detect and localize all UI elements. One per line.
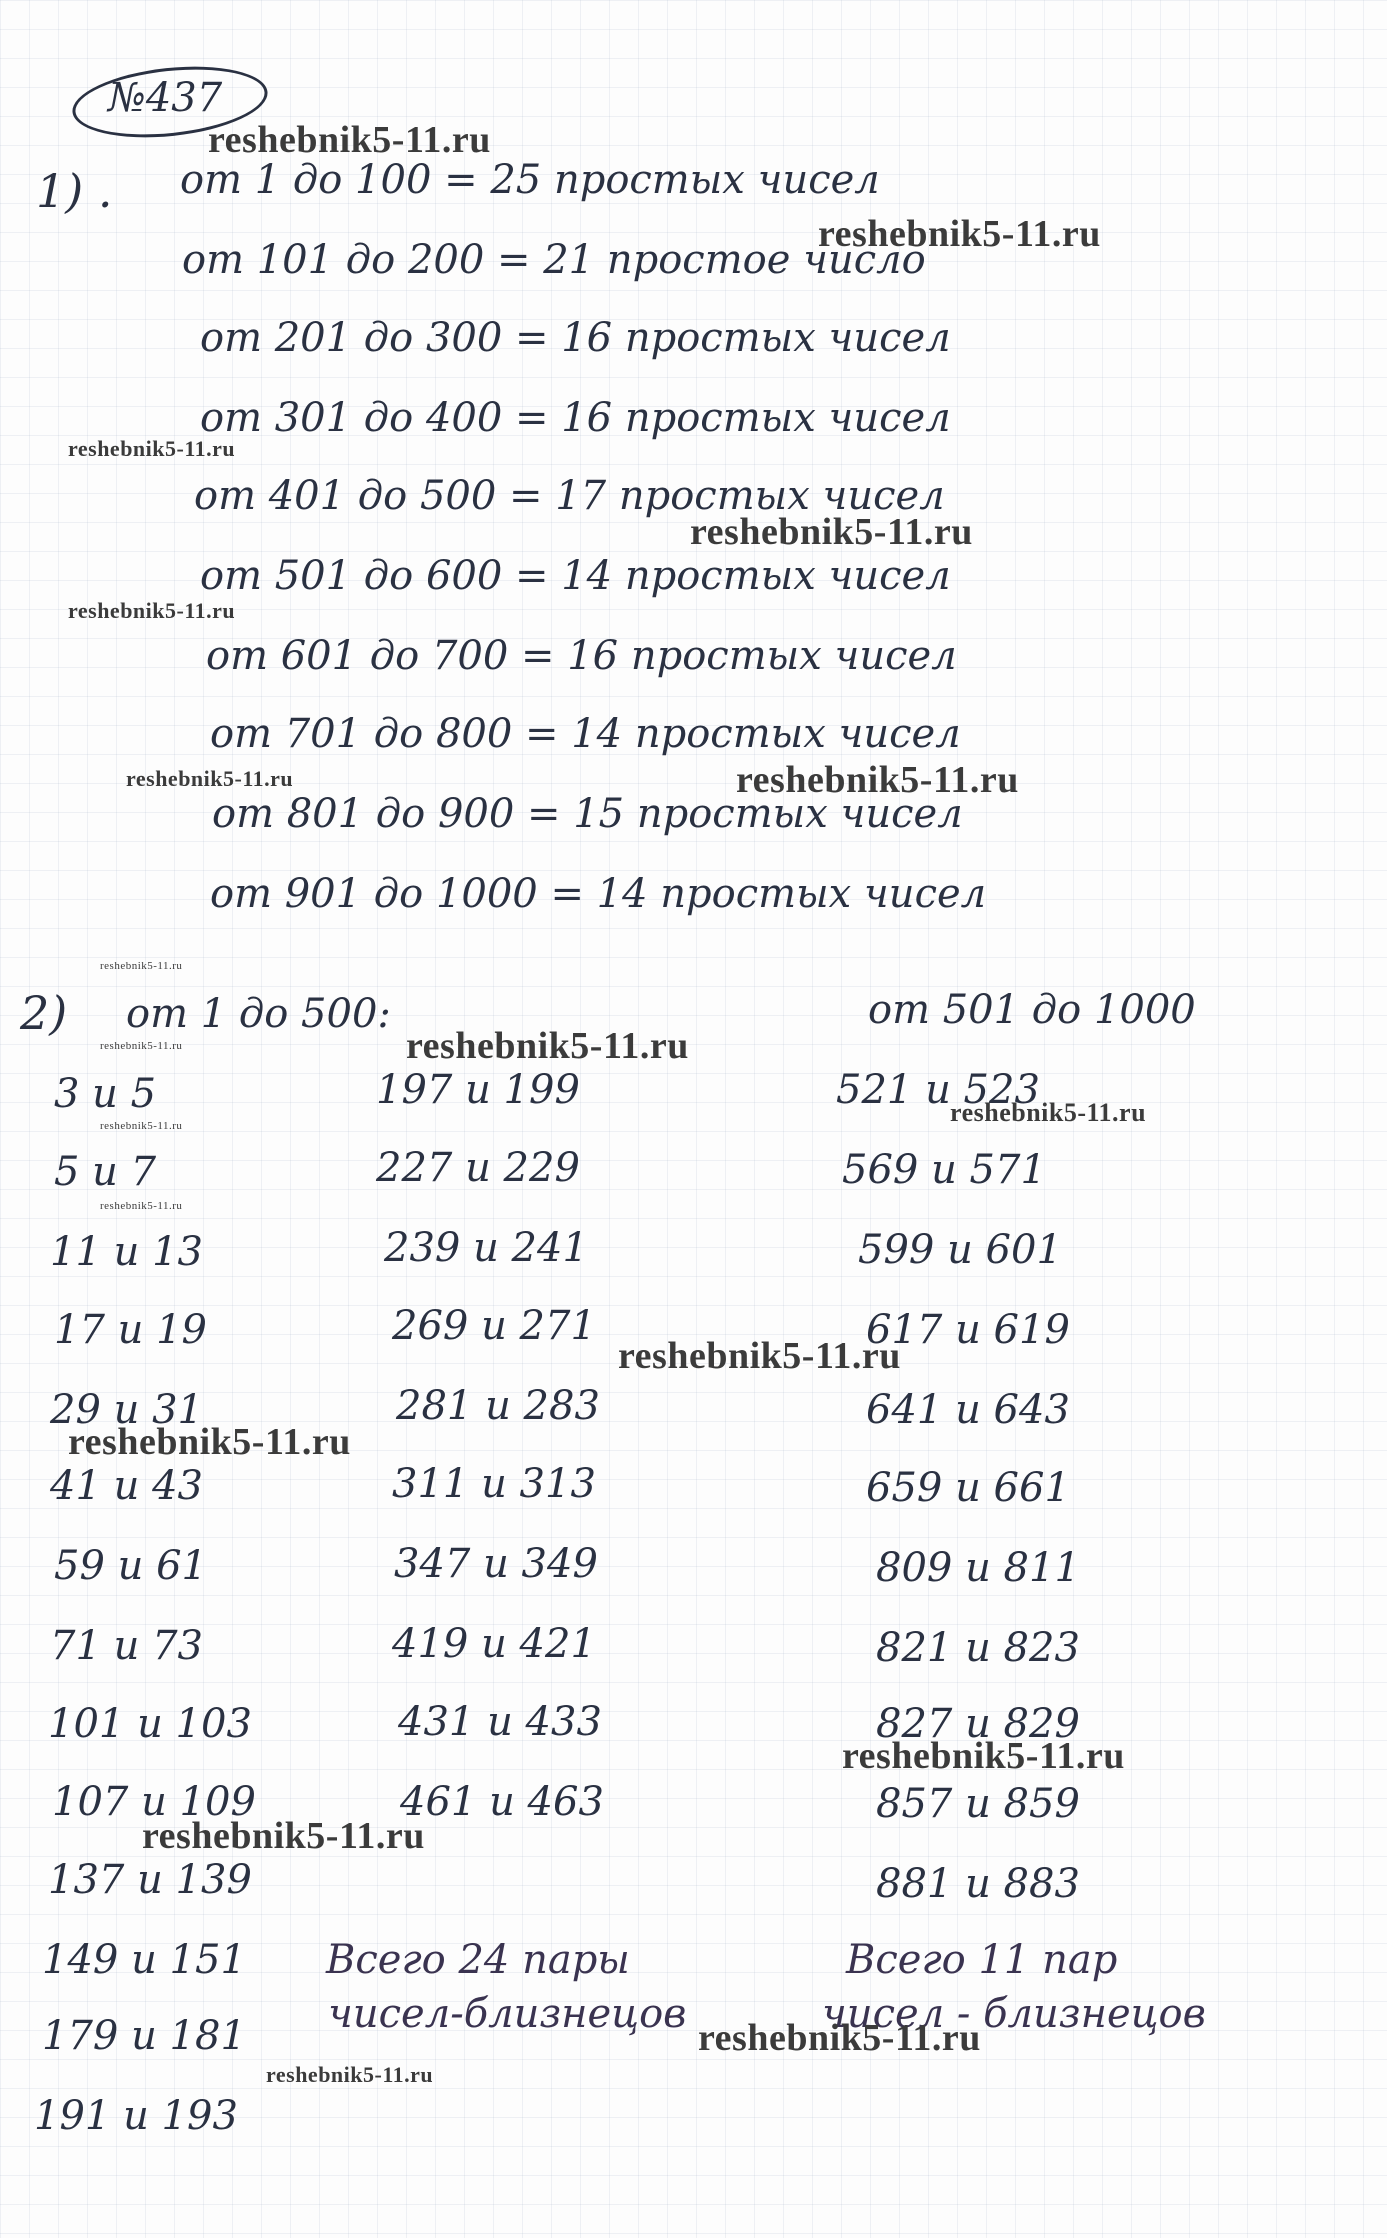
twin-pair: 431 и 433 — [398, 1699, 602, 1745]
twin-pair: 17 и 19 — [54, 1307, 207, 1353]
watermark: reshebnik5-11.ru — [68, 598, 236, 623]
twin-pair: 281 и 283 — [396, 1383, 600, 1429]
part1-line: от 501 до 600 = 14 простых чисел — [200, 553, 951, 599]
total-right-line1: Всего 11 пар — [846, 1937, 1118, 1983]
total-left-line1: Всего 24 пары — [326, 1937, 630, 1983]
part2-marker: 2) — [20, 986, 68, 1040]
part1-marker: 1) . — [36, 164, 113, 218]
twin-pair: 179 и 181 — [42, 2013, 246, 2059]
part1-line: от 401 до 500 = 17 простых чисел — [194, 473, 945, 519]
watermark: reshebnik5-11.ru — [950, 1098, 1147, 1127]
part1-line: от 701 до 800 = 14 простых чисел — [210, 711, 961, 757]
twin-pair: 521 и 523 — [836, 1067, 1040, 1113]
twin-pair: 59 и 61 — [54, 1543, 207, 1589]
part1-line: от 801 до 900 = 15 простых чисел — [212, 791, 963, 837]
twin-pair: 41 и 43 — [50, 1463, 203, 1509]
twin-pair: 5 и 7 — [54, 1149, 157, 1195]
twin-pair: 29 и 31 — [50, 1387, 203, 1433]
part1-line: от 601 до 700 = 16 простых чисел — [206, 633, 957, 679]
twin-pair: 461 и 463 — [400, 1779, 604, 1825]
twin-pair: 599 и 601 — [858, 1227, 1062, 1273]
watermark: reshebnik5-11.ru — [100, 1040, 183, 1052]
twin-pair: 347 и 349 — [394, 1541, 598, 1587]
twin-pair: 617 и 619 — [866, 1307, 1070, 1353]
twin-pair: 239 и 241 — [384, 1225, 588, 1271]
twin-pair: 197 и 199 — [376, 1067, 580, 1113]
twin-pair: 149 и 151 — [42, 1937, 246, 1983]
watermark: reshebnik5-11.ru — [126, 766, 294, 791]
twin-pair: 857 и 859 — [876, 1781, 1080, 1827]
twin-pair: 311 и 313 — [392, 1461, 596, 1507]
twin-pair: 419 и 421 — [392, 1621, 596, 1667]
twin-pair: 3 и 5 — [54, 1071, 157, 1117]
total-right-line2: чисел - близнецов — [822, 1991, 1206, 2037]
problem-number: №437 — [108, 75, 223, 121]
twin-pair: 881 и 883 — [876, 1861, 1080, 1907]
twin-pair: 821 и 823 — [876, 1625, 1080, 1671]
watermark: reshebnik5-11.ru — [736, 759, 1019, 801]
twin-pair: 659 и 661 — [866, 1465, 1070, 1511]
twin-pair: 137 и 139 — [48, 1857, 252, 1903]
twin-pair: 191 и 193 — [34, 2093, 238, 2139]
watermark: reshebnik5-11.ru — [818, 213, 1101, 255]
watermark: reshebnik5-11.ru — [698, 2017, 981, 2059]
twin-pair: 107 и 109 — [52, 1779, 256, 1825]
twin-pair: 11 и 13 — [50, 1229, 203, 1275]
watermark: reshebnik5-11.ru — [100, 960, 183, 972]
twin-pair: 569 и 571 — [842, 1147, 1046, 1193]
twin-pair: 227 и 229 — [376, 1145, 580, 1191]
part1-line: от 1 до 100 = 25 простых чисел — [180, 157, 880, 203]
watermark: reshebnik5-11.ru — [842, 1735, 1125, 1777]
watermark: reshebnik5-11.ru — [100, 1200, 183, 1212]
part1-line: от 901 до 1000 = 14 простых чисел — [210, 871, 987, 917]
total-left-line2: чисел-близнецов — [328, 1991, 687, 2037]
part2-right-header: от 501 до 1000 — [868, 987, 1196, 1033]
watermark: reshebnik5-11.ru — [690, 511, 973, 553]
twin-pair: 809 и 811 — [876, 1545, 1080, 1591]
part1-line: от 201 до 300 = 16 простых чисел — [200, 315, 951, 361]
watermark: reshebnik5-11.ru — [618, 1335, 901, 1377]
watermark: reshebnik5-11.ru — [406, 1025, 689, 1067]
watermark: reshebnik5-11.ru — [208, 119, 491, 161]
part1-line: от 301 до 400 = 16 простых чисел — [200, 395, 951, 441]
twin-pair: 641 и 643 — [866, 1387, 1070, 1433]
part2-left-header: от 1 до 500: — [126, 991, 391, 1037]
part1-line: от 101 до 200 = 21 простое число — [182, 237, 926, 283]
watermark: reshebnik5-11.ru — [142, 1815, 425, 1857]
twin-pair: 71 и 73 — [50, 1623, 203, 1669]
watermark: reshebnik5-11.ru — [68, 436, 236, 461]
watermark: reshebnik5-11.ru — [266, 2062, 434, 2087]
twin-pair: 101 и 103 — [48, 1701, 252, 1747]
twin-pair: 269 и 271 — [392, 1303, 596, 1349]
watermark: reshebnik5-11.ru — [100, 1120, 183, 1132]
twin-pair: 827 и 829 — [876, 1701, 1080, 1747]
watermark: reshebnik5-11.ru — [68, 1421, 351, 1463]
